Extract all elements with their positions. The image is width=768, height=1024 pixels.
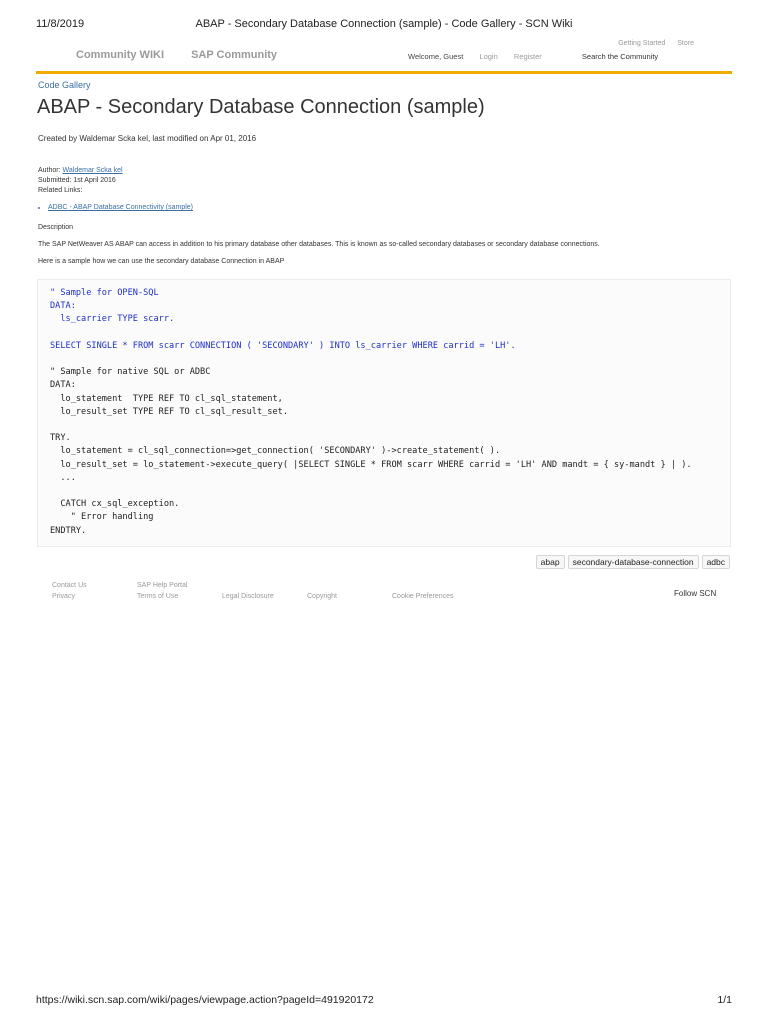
print-document-title: ABAP - Secondary Database Connection (sample) - Code Gallery - SCN Wiki xyxy=(195,18,573,30)
label-adbc[interactable]: adbc xyxy=(702,555,730,569)
article-meta xyxy=(38,166,123,196)
welcome-text: Welcome, Guest xyxy=(408,52,464,61)
code-content xyxy=(50,287,692,538)
sap-community-link[interactable]: SAP Community xyxy=(191,49,278,61)
code-line xyxy=(50,419,692,432)
code-line: TRY. xyxy=(50,433,71,444)
main-navbar xyxy=(36,48,732,70)
description-text: The SAP NetWeaver AS ABAP can access in addition to his primary database other databases. This is known as so-called secondary databases or secondary database connections. xyxy=(38,241,600,248)
description-heading: Description xyxy=(38,224,74,231)
nav-user-area xyxy=(408,52,658,61)
header-divider xyxy=(36,71,732,74)
code-line: " Sample for OPEN-SQL xyxy=(50,288,159,298)
intro-text: Here is a sample how we can use the secondary database Connection in ABAP xyxy=(38,258,285,265)
submitted-line: Submitted: 1st April 2016 xyxy=(38,177,116,184)
code-line: lo_statement = cl_sql_connection=>get_connection( 'SECONDARY' )->create_statement( ). xyxy=(50,446,501,457)
related-links-list xyxy=(38,204,193,211)
nav-primary xyxy=(76,49,301,61)
code-line: SELECT SINGLE * FROM scarr CONNECTION ( 'SECONDARY' ) INTO ls_carrier WHERE carrid = 'LH'. xyxy=(50,340,516,351)
code-line: ls_carrier TYPE scarr. xyxy=(50,314,175,325)
print-date: 11/8/2019 xyxy=(36,18,85,30)
code-line: lo_result_set TYPE REF TO cl_sql_result_set. xyxy=(50,406,288,417)
search-community-link[interactable]: Search the Community xyxy=(581,52,659,61)
code-line: " Error handling xyxy=(50,512,154,523)
related-links-label: Related Links: xyxy=(38,187,83,194)
register-link[interactable]: Register xyxy=(513,52,542,61)
follow-scn[interactable]: Follow SCN xyxy=(674,589,717,598)
getting-started-link[interactable]: Getting Started xyxy=(618,40,666,47)
breadcrumb-code-gallery[interactable]: Code Gallery xyxy=(38,80,91,90)
login-link[interactable]: Login xyxy=(479,52,498,61)
cookie-preferences-link[interactable]: Cookie Preferences xyxy=(392,593,454,600)
community-wiki-link[interactable]: Community WIKI xyxy=(76,49,164,61)
author-link[interactable]: Waldemar Scka kel xyxy=(62,167,123,174)
code-line: CATCH cx_sql_exception. xyxy=(50,499,180,510)
print-page-number: 1/1 xyxy=(717,994,732,1006)
code-line: ... xyxy=(50,472,76,483)
store-link[interactable]: Store xyxy=(677,40,694,47)
related-link-adbc[interactable]: • ADBC - ABAP Database Connectivity (sample) xyxy=(48,204,193,211)
legal-disclosure-link[interactable]: Legal Disclosure xyxy=(222,593,274,600)
contact-us-link[interactable]: Contact Us xyxy=(52,582,87,589)
code-line: lo_statement TYPE REF TO cl_sql_statement, xyxy=(50,393,283,404)
code-line: DATA: xyxy=(50,301,76,312)
page-labels xyxy=(536,555,730,569)
page-title: ABAP - Secondary Database Connection (sample) xyxy=(37,96,485,118)
print-url: https://wiki.scn.sap.com/wiki/pages/viewpage.action?pageId=491920172 xyxy=(36,994,374,1006)
code-line: lo_result_set = lo_statement->execute_query( |SELECT SINGLE * FROM scarr WHERE carrid = 'LH' AND mandt = { sy-mandt } | ). xyxy=(50,459,692,470)
code-line: " Sample for native SQL or ADBC xyxy=(50,367,211,378)
code-line: ENDTRY. xyxy=(50,525,87,536)
label-secondary-database-connection[interactable]: secondary-database-connection xyxy=(568,555,699,569)
created-by-text: Created by Waldemar Scka kel, last modified on Apr 01, 2016 xyxy=(38,134,257,143)
copyright-link[interactable]: Copyright xyxy=(307,593,337,600)
label-abap[interactable]: abap xyxy=(536,555,565,569)
code-line: DATA: xyxy=(50,380,76,391)
code-line xyxy=(50,485,692,498)
sap-help-portal-link[interactable]: SAP Help Portal xyxy=(137,582,188,589)
code-line xyxy=(50,353,692,366)
terms-of-use-link[interactable]: Terms of Use xyxy=(137,593,179,600)
code-block[interactable] xyxy=(37,279,731,547)
author-line xyxy=(38,166,123,176)
author-label: Author: xyxy=(38,167,61,174)
code-line xyxy=(50,327,692,340)
top-utility-links xyxy=(608,40,694,47)
privacy-link[interactable]: Privacy xyxy=(52,593,75,600)
